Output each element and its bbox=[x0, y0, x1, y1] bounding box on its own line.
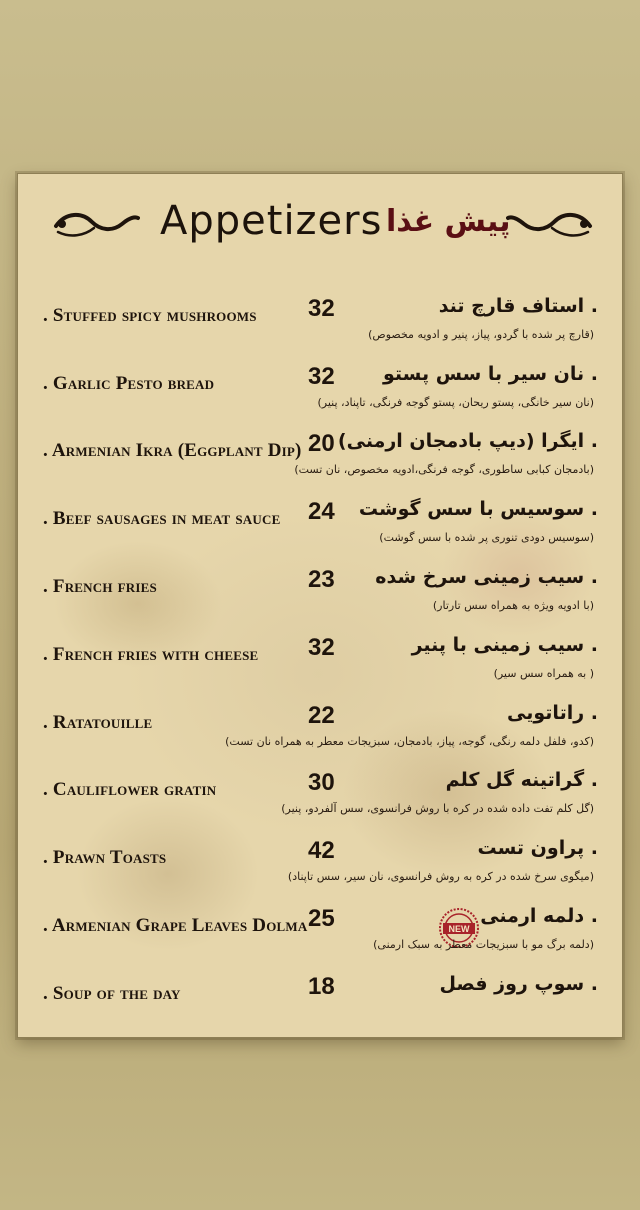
item-description: (کدو، فلفل دلمه رنگی، گوجه، پیاز، بادمجان، سبزیجات معطر به همراه نان تست) bbox=[225, 735, 594, 748]
item-description: (بادمجان کبابی ساطوری، گوجه فرنگی،ادویه مخصوص، نان تست) bbox=[294, 463, 594, 476]
item-description: (دلمه برگ مو با سبزیجات معطر به سبک ارمنی) bbox=[373, 938, 594, 951]
page-title-persian: پیش غذا bbox=[386, 204, 511, 239]
item-name-persian: . سیب زمینی با پنیر bbox=[411, 634, 598, 656]
menu-card bbox=[17, 173, 623, 1038]
left-flourish-icon bbox=[52, 206, 140, 242]
right-flourish-icon bbox=[506, 206, 594, 242]
item-name-persian: . دلمه ارمنی bbox=[480, 905, 598, 927]
item-name-persian: . پراون تست bbox=[477, 837, 598, 859]
item-name-english: . Prawn Toasts bbox=[43, 847, 167, 868]
item-price: 22 bbox=[308, 702, 335, 729]
new-badge-label: NEW bbox=[448, 924, 470, 934]
item-price: 24 bbox=[308, 498, 335, 525]
item-name-english: . French fries with cheese bbox=[43, 644, 259, 665]
item-name-english: . Soup of the day bbox=[43, 983, 181, 1004]
item-price: 30 bbox=[308, 769, 335, 796]
title-row bbox=[18, 196, 624, 256]
item-name-english: . Armenian Ikra (Eggplant Dip) bbox=[43, 440, 302, 461]
item-name-english: . Beef sausages in meat sauce bbox=[43, 508, 281, 529]
item-description: (گل کلم تفت داده شده در کره با روش فرانسوی، سس آلفردو، پنیر) bbox=[281, 802, 594, 815]
item-name-persian: . سوپ روز فصل bbox=[439, 973, 598, 995]
item-description: (قارچ پر شده با گردو، پیاز، پنیر و ادویه مخصوص) bbox=[368, 328, 594, 341]
item-description: (با ادویه ویژه به همراه سس تارتار) bbox=[432, 599, 594, 612]
item-name-persian: . سیب زمینی سرخ شده bbox=[375, 566, 598, 588]
item-price: 25 bbox=[308, 905, 335, 932]
item-description: ( به همراه سس سیر) bbox=[493, 667, 594, 680]
item-name-persian: . نان سیر با سس پستو bbox=[383, 363, 598, 385]
item-name-persian: . استاف قارچ تند bbox=[438, 295, 598, 317]
item-price: 20 bbox=[308, 430, 335, 457]
menu-item bbox=[18, 769, 624, 829]
item-price: 32 bbox=[308, 295, 335, 322]
menu-item bbox=[18, 295, 624, 355]
menu-item bbox=[18, 905, 624, 965]
item-description: (سوسیس دودی تنوری پر شده با سس گوشت) bbox=[379, 531, 594, 544]
item-description: (نان سیر خانگی، پستو ریحان، پستو گوجه فرنگی، تاپناد، پنیر) bbox=[317, 396, 594, 409]
item-name-persian: . ایگرا (دیپ بادمجان ارمنی) bbox=[337, 430, 598, 452]
menu-item bbox=[18, 430, 624, 490]
item-name-english: . Garlic Pesto bread bbox=[43, 373, 215, 394]
menu-item bbox=[18, 498, 624, 558]
item-price: 32 bbox=[308, 363, 335, 390]
item-name-persian: . گراتینه گل کلم bbox=[445, 769, 598, 791]
page-title-english: Appetizers bbox=[160, 198, 383, 244]
menu-item bbox=[18, 363, 624, 423]
item-description: (میگوی سرخ شده در کره به روش فرانسوی، نان سیر، سس تاپناد) bbox=[287, 870, 594, 883]
item-price: 23 bbox=[308, 566, 335, 593]
item-price: 18 bbox=[308, 973, 335, 1000]
item-price: 32 bbox=[308, 634, 335, 661]
menu-item bbox=[18, 634, 624, 694]
menu-item bbox=[18, 702, 624, 762]
item-price: 42 bbox=[308, 837, 335, 864]
item-name-english: . Cauliflower gratin bbox=[43, 779, 217, 800]
item-name-english: . Stuffed spicy mushrooms bbox=[43, 305, 257, 326]
item-name-persian: . سوسیس با سس گوشت bbox=[358, 498, 598, 520]
item-name-persian: . راتاتویی bbox=[507, 702, 598, 724]
menu-item bbox=[18, 837, 624, 897]
menu-item bbox=[18, 566, 624, 626]
item-name-english: . Armenian Grape Leaves Dolma bbox=[43, 915, 308, 936]
item-name-english: . Ratatouille bbox=[43, 712, 153, 733]
menu-item bbox=[18, 973, 624, 1033]
item-name-english: . French fries bbox=[43, 576, 157, 597]
